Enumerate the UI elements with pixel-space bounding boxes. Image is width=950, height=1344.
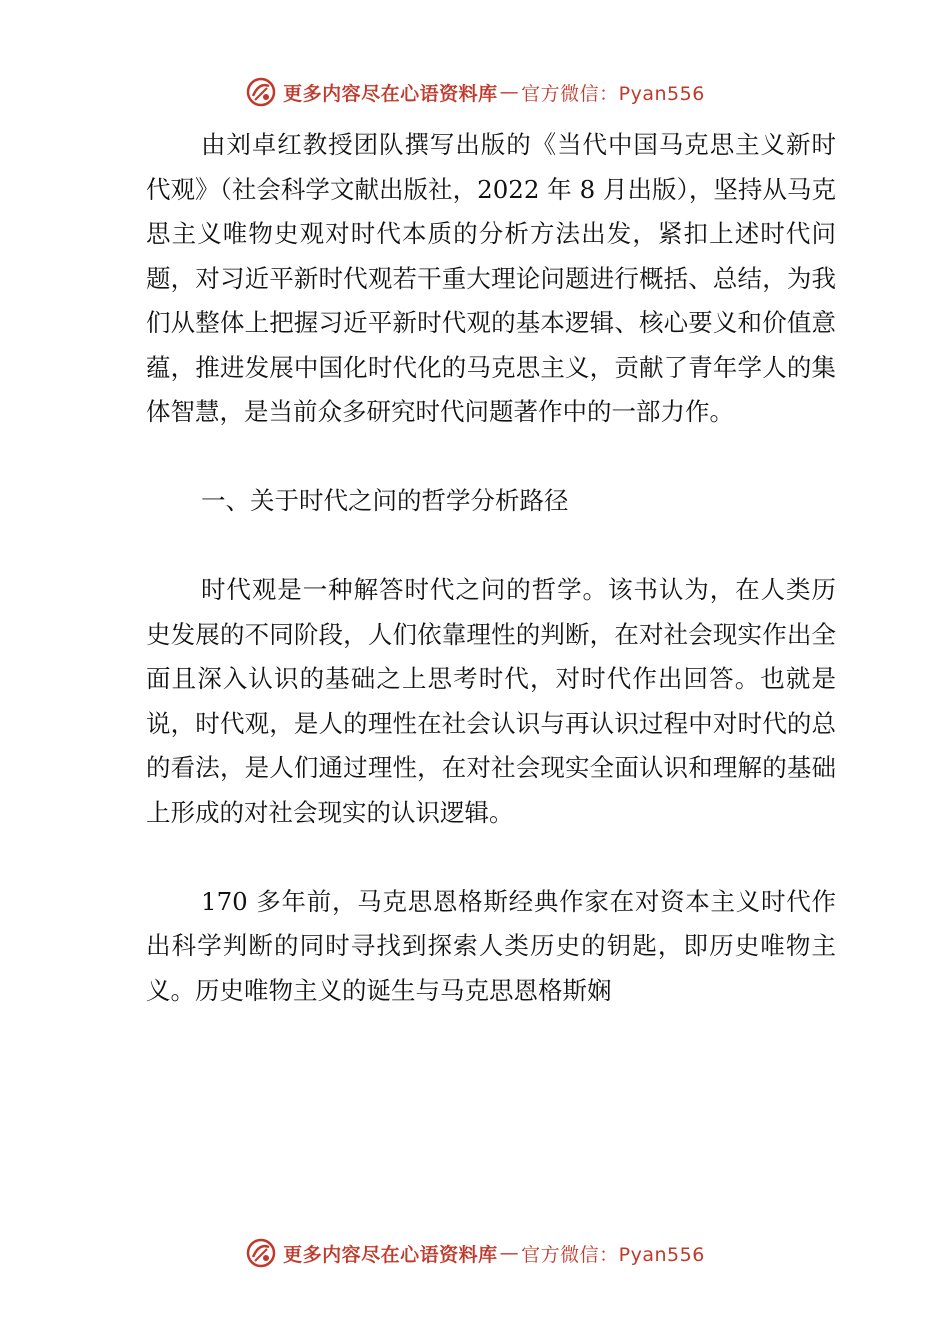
watermark-separator: — [499, 1242, 520, 1264]
watermark-contact: 官方微信：Pyan556 [521, 1243, 705, 1266]
paragraph-gap [146, 835, 836, 880]
seal-logo-icon [245, 76, 277, 108]
paragraph-era-view: 时代观是一种解答时代之问的哲学。该书认为，在人类历史发展的不同阶段，人们依靠理性的判断，在对社会现实作出全面且深入认识的基础之上思考时代，对时代作出回答。也就是说，时代观，是人的理性在社会认识与再认识过程中对时代的总的看法，是人们通过理性，在对社会现实全面认识和理解的基础上形成的对社会现实的认识逻辑。 [146, 575, 836, 827]
paragraph-gap [146, 435, 836, 480]
section-heading: 一、关于时代之问的哲学分析路径 [201, 486, 569, 515]
watermark-text: 更多内容尽在心语资料库 [283, 1243, 498, 1266]
seal-logo-icon [245, 1237, 277, 1269]
watermark-separator: — [499, 81, 520, 103]
watermark-header [0, 72, 950, 112]
paragraph-gap [146, 524, 836, 569]
watermark-text: 更多内容尽在心语资料库 [283, 82, 498, 105]
watermark-contact: 官方微信：Pyan556 [521, 82, 705, 105]
document-body [146, 123, 836, 1013]
watermark-footer [0, 1233, 950, 1273]
paragraph-intro: 由刘卓红教授团队撰写出版的《当代中国马克思主义新时代观》（社会科学文献出版社，2022 年 8 月出版），坚持从马克思主义唯物史观对时代本质的分析方法出发，紧扣上述时代问题，对习近平新时代观若干重大理论问题进行概括、总结，为我们从整体上把握习近平新时代观的基本逻辑、核心要义和价值意蕴，推进发展中国化时代化的马克思主义，贡献了青年学人的集体智慧，是当前众多研究时代问题著作中的一部力作。 [146, 130, 836, 426]
paragraph-historical-materialism: 170 多年前，马克思恩格斯经典作家在对资本主义时代作出科学判断的同时寻找到探索人类历史的钥匙，即历史唯物主义。历史唯物主义的诞生与马克思恩格斯娴 [146, 886, 836, 1005]
